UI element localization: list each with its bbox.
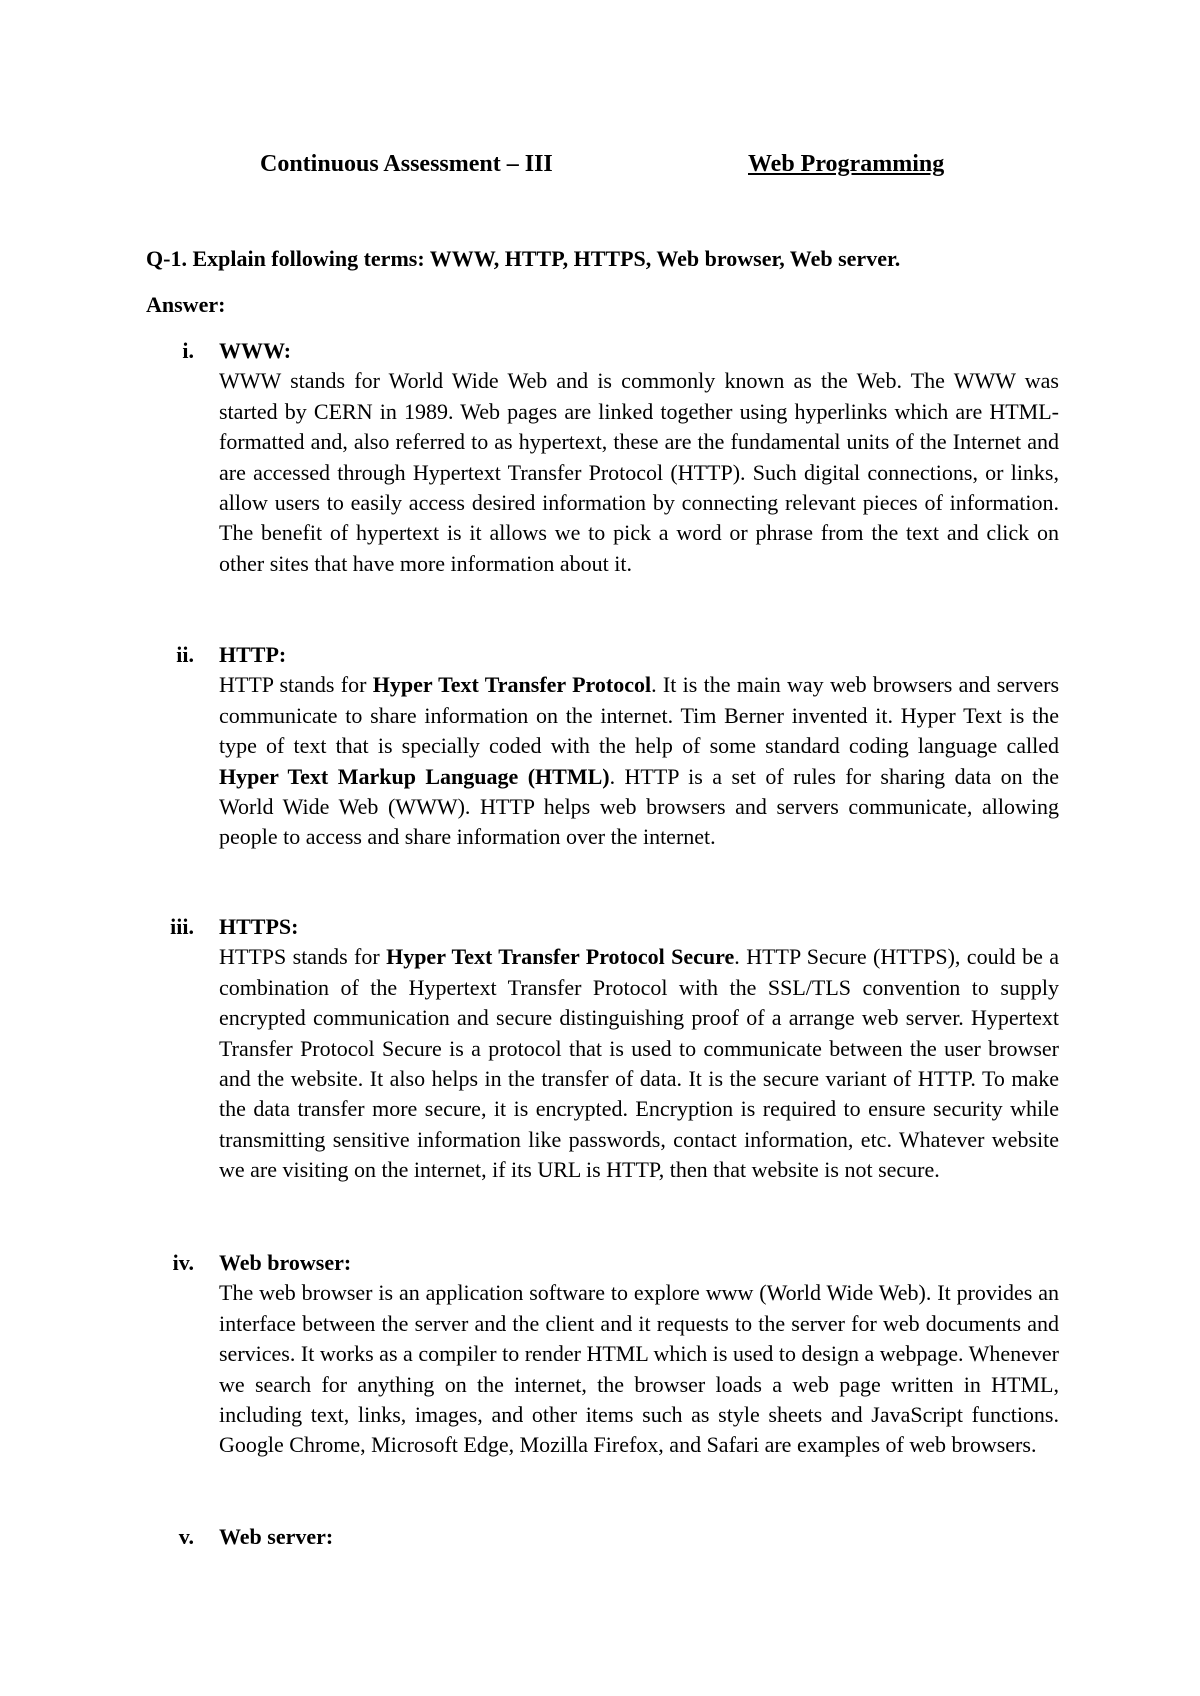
section-numeral: iii. bbox=[170, 914, 194, 939]
course-title: Web Programming bbox=[748, 151, 945, 177]
section-heading: HTTPS: bbox=[219, 914, 299, 939]
section-numeral: i. bbox=[182, 338, 194, 363]
body-run: . HTTP Secure (HTTPS), could be a combination of the Hypertext Transfer Protocol with the SSL/TLS convention to supply encrypted communication and secure distinguishing proof of a arrange web server. Hypertext Transfer Protocol Secure is a protocol that is used to communicate between the user browser and the website. It also helps in the transfer of data. It is the secure variant of HTTP. To make the data transfer more secure, it is encrypted. Encryption is required to ensure security while transmitting sensitive information like passwords, contact information, etc. Whatever website we are visiting on the internet, if its URL is HTTP, then that website is not secure. bbox=[219, 944, 1059, 1183]
question-text: Q-1. Explain following terms: WWW, HTTP, HTTPS, Web browser, Web server. bbox=[146, 246, 901, 271]
section-numeral: ii. bbox=[176, 642, 194, 667]
section-heading: WWW: bbox=[219, 338, 292, 363]
section-body: The web browser is an application software to explore www (World Wide Web). It provides an interface between the server and the client and it requests to the server for web documents and services. It works as a compiler to render HTML which is used to design a webpage. Whenever we search for anything on the internet, the browser loads a web page written in HTML, including text, links, images, and other items such as style sheets and JavaScript functions. Google Chrome, Microsoft Edge, Mozilla Firefox, and Safari are examples of web browsers. bbox=[219, 1280, 1059, 1458]
section-body bbox=[219, 670, 1059, 852]
section-numeral: iv. bbox=[172, 1250, 194, 1275]
bold-term: Hyper Text Transfer Protocol bbox=[372, 672, 652, 698]
body-run: HTTP stands for bbox=[219, 672, 373, 698]
body-run: . It is the main way web browsers and servers communicate to share information on the internet. Tim Berner invented it. Hyper Text is the type of text that is specially coded with the help of some standard coding language called bbox=[219, 672, 1059, 759]
body-run: . HTTP is a set of rules for sharing data on the World Wide Web (WWW). HTTP helps web browsers and servers communicate, allowing people to access and share information over the internet. bbox=[219, 763, 1059, 850]
section-heading: HTTP: bbox=[219, 642, 287, 667]
section-heading: Web server: bbox=[219, 1524, 334, 1549]
section-body bbox=[219, 942, 1059, 1185]
section-body: WWW stands for World Wide Web and is commonly known as the Web. The WWW was started by CERN in 1989. Web pages are linked together using hyperlinks which are HTML-formatted and, also referred to as hypertext, these are the fundamental units of the Internet and are accessed through Hypertext Transfer Protocol (HTTP). Such digital connections, or links, allow users to easily access desired information by connecting relevant pieces of information. The benefit of hypertext is it allows we to pick a word or phrase from the text and click on other sites that have more information about it. bbox=[219, 368, 1059, 576]
document-title: Continuous Assessment – III bbox=[260, 151, 553, 177]
bold-term: Hyper Text Markup Language (HTML) bbox=[219, 763, 610, 789]
section-heading: Web browser: bbox=[219, 1250, 352, 1275]
bold-term: Hyper Text Transfer Protocol Secure bbox=[386, 944, 735, 970]
body-run: HTTPS stands for bbox=[219, 944, 387, 970]
answer-label: Answer: bbox=[146, 292, 226, 317]
section-numeral: v. bbox=[178, 1524, 194, 1549]
